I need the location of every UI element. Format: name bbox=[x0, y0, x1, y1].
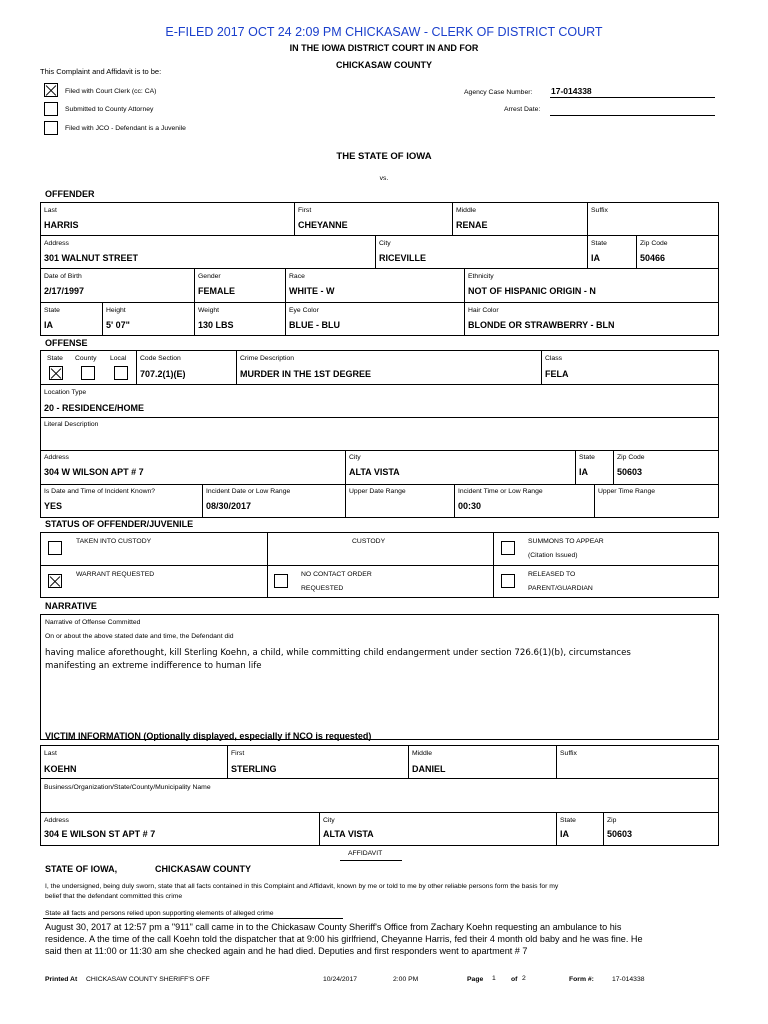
narrative-section-title: NARRATIVE bbox=[45, 601, 97, 611]
page-number: 1 bbox=[492, 975, 496, 982]
affidavit-facts-line1: August 30, 2017 at 12:57 pm a "911" call came in to the Chickasaw County Sheriff's Office from Zachary Koehn requesting an ambulance to his bbox=[45, 922, 622, 932]
offender-race-label: Race bbox=[289, 273, 305, 280]
upper-date-label: Upper Date Range bbox=[349, 488, 406, 495]
filed-court-clerk-label: Filed with Court Clerk (cc: CA) bbox=[65, 88, 157, 95]
submitted-county-attorney-label: Submitted to County Attorney bbox=[65, 106, 154, 113]
narrative-intro: On or about the above stated date and time, the Defendant did bbox=[45, 633, 234, 640]
summons-label: SUMMONS TO APPEAR bbox=[528, 538, 604, 545]
offender-eye-color-label: Eye Color bbox=[289, 307, 319, 314]
summons-checkbox[interactable] bbox=[501, 541, 515, 555]
incident-date: 08/30/2017 bbox=[206, 501, 252, 511]
court-county: CHICKASAW COUNTY bbox=[336, 60, 432, 70]
victim-first-name: STERLING bbox=[231, 764, 277, 774]
offender-middle-label: Middle bbox=[456, 207, 477, 214]
upper-time-label: Upper Time Range bbox=[598, 488, 656, 495]
victim-city: ALTA VISTA bbox=[323, 829, 374, 839]
page-label: Page bbox=[467, 976, 484, 983]
affidavit-oath-line2: belief that the defendant committed this crime bbox=[45, 893, 183, 900]
status-section-title: STATUS OF OFFENDER/JUVENILE bbox=[45, 519, 194, 529]
victim-middle-label: Middle bbox=[412, 750, 433, 757]
offender-eye-color: BLUE - BLU bbox=[289, 320, 340, 330]
narrative-text-line1: having malice aforethought, kill Sterling Koehn, a child, while committing child endangerment under section 726.6(1)(b), circumstances bbox=[45, 648, 631, 658]
literal-description-label: Literal Description bbox=[44, 421, 99, 428]
offender-zip-label: Zip Code bbox=[640, 240, 668, 247]
offense-zip-label: Zip Code bbox=[617, 454, 645, 461]
offender-state-label: State bbox=[591, 240, 607, 247]
offender-dob: 2/17/1997 bbox=[44, 286, 85, 296]
date-known: YES bbox=[44, 501, 63, 511]
page-count: 2 bbox=[522, 975, 526, 982]
jurisdiction-state-checkbox[interactable] bbox=[49, 366, 63, 380]
affidavit-facts-line3: said then at 11:00 or 11:30 am she checked again and he had died. Deputies and first responders went to apartment # 7 bbox=[45, 946, 528, 956]
victim-first-label: First bbox=[231, 750, 245, 757]
offender-suffix-label: Suffix bbox=[591, 207, 608, 214]
incident-date-label: Incident Date or Low Range bbox=[206, 488, 291, 495]
victim-address-label: Address bbox=[44, 817, 69, 824]
victim-suffix-label: Suffix bbox=[560, 750, 577, 757]
submitted-county-attorney-checkbox[interactable] bbox=[44, 102, 58, 116]
printed-at: CHICKASAW COUNTY SHERIFF'S OFF bbox=[86, 976, 210, 983]
victim-address: 304 E WILSON ST APT # 7 bbox=[44, 829, 156, 839]
efiled-stamp: E-FILED 2017 OCT 24 2:09 PM CHICKASAW - CLERK OF DISTRICT COURT bbox=[165, 25, 603, 39]
vs-caption: vs. bbox=[379, 175, 389, 182]
printed-at-label: Printed At bbox=[45, 976, 78, 983]
offender-race: WHITE - W bbox=[289, 286, 335, 296]
taken-into-custody-label: TAKEN INTO CUSTODY bbox=[76, 538, 152, 545]
crime-description: MURDER IN THE 1ST DEGREE bbox=[240, 369, 372, 379]
victim-last-label: Last bbox=[44, 750, 57, 757]
offense-state: IA bbox=[579, 467, 588, 477]
offender-gender: FEMALE bbox=[198, 286, 235, 296]
offender-zip: 50466 bbox=[640, 253, 666, 263]
victim-zip: 50603 bbox=[607, 829, 633, 839]
jurisdiction-local-checkbox[interactable] bbox=[114, 366, 128, 380]
victim-middle-name: DANIEL bbox=[412, 764, 446, 774]
offense-city-label: City bbox=[349, 454, 361, 461]
code-section: 707.2(1)(E) bbox=[140, 369, 186, 379]
crime-description-label: Crime Description bbox=[240, 355, 295, 362]
warrant-requested-checkbox[interactable] bbox=[48, 574, 62, 588]
print-time: 2:00 PM bbox=[393, 976, 419, 983]
warrant-requested-label: WARRANT REQUESTED bbox=[76, 571, 155, 578]
code-section-label: Code Section bbox=[140, 355, 181, 362]
victim-zip-label: Zip bbox=[607, 817, 617, 824]
filed-jco-checkbox[interactable] bbox=[44, 121, 58, 135]
summons-sublabel: (Citation Issued) bbox=[528, 552, 578, 559]
offense-state-label: State bbox=[47, 355, 63, 362]
offender-hair-color: BLONDE OR STRAWBERRY - BLN bbox=[468, 320, 615, 330]
offender-dl-state-label: State bbox=[44, 307, 60, 314]
state-of-iowa-caption: THE STATE OF IOWA bbox=[336, 151, 432, 162]
victim-city-label: City bbox=[323, 817, 335, 824]
offender-height-label: Height bbox=[106, 307, 126, 314]
offender-dob-label: Date of Birth bbox=[44, 273, 82, 280]
custody-label: CUSTODY bbox=[352, 538, 386, 545]
affidavit-state: STATE OF IOWA, bbox=[45, 864, 118, 874]
offender-hair-color-label: Hair Color bbox=[468, 307, 499, 314]
offender-state: IA bbox=[591, 253, 600, 263]
released-to-checkbox[interactable] bbox=[501, 574, 515, 588]
filed-court-clerk-checkbox[interactable] bbox=[44, 83, 58, 97]
arrest-date-label: Arrest Date: bbox=[504, 106, 541, 113]
no-contact-order-sublabel: REQUESTED bbox=[301, 585, 344, 592]
victim-last-name: KOEHN bbox=[44, 764, 77, 774]
form-label: Form #: bbox=[569, 976, 594, 983]
page-of-label: of bbox=[511, 976, 518, 983]
victim-state-label: State bbox=[560, 817, 576, 824]
no-contact-order-label: NO CONTACT ORDER bbox=[301, 571, 372, 578]
offender-first-label: First bbox=[298, 207, 312, 214]
offense-class: FELA bbox=[545, 369, 569, 379]
incident-time: 00:30 bbox=[458, 501, 482, 511]
agency-case-number: 17-014338 bbox=[551, 86, 592, 96]
offender-weight-label: Weight bbox=[198, 307, 220, 314]
victim-business-label: Business/Organization/State/County/Municipality Name bbox=[44, 784, 211, 791]
offender-first-name: CHEYANNE bbox=[298, 220, 348, 230]
incident-time-label: Incident Time or Low Range bbox=[458, 488, 543, 495]
offender-middle-name: RENAE bbox=[456, 220, 488, 230]
victim-section-title: VICTIM INFORMATION (Optionally displayed, especially if NCO is requested) bbox=[45, 731, 372, 741]
agency-case-label: Agency Case Number: bbox=[464, 89, 533, 96]
narrative-text-line2: manifesting an extreme indifference to human life bbox=[45, 661, 262, 671]
offender-dl-state: IA bbox=[44, 320, 53, 330]
affidavit-oath-line1: I, the undersigned, being duly sworn, state that all facts contained in this Complaint and Affidavit, known by me or told to me by other reliable persons form the basis for my bbox=[45, 883, 559, 890]
date-known-label: Is Date and Time of Incident Known? bbox=[44, 488, 156, 495]
jurisdiction-county-checkbox[interactable] bbox=[81, 366, 95, 380]
offender-gender-label: Gender bbox=[198, 273, 221, 280]
offense-state2-label: State bbox=[579, 454, 595, 461]
location-type: 20 - RESIDENCE/HOME bbox=[44, 403, 145, 413]
offense-class-label: Class bbox=[545, 355, 562, 362]
no-contact-order-checkbox[interactable] bbox=[274, 574, 288, 588]
form-number: 17-014338 bbox=[612, 976, 645, 983]
offender-last-label: Last bbox=[44, 207, 57, 214]
offender-ethnicity-label: Ethnicity bbox=[468, 273, 494, 280]
offender-last-name: HARRIS bbox=[44, 220, 79, 230]
offender-city-label: City bbox=[379, 240, 391, 247]
offender-table bbox=[40, 202, 719, 336]
released-to-label: RELEASED TO bbox=[528, 571, 576, 578]
offense-city: ALTA VISTA bbox=[349, 467, 400, 477]
offender-address: 301 WALNUT STREET bbox=[44, 253, 139, 263]
affidavit-facts-line2: residence. A the time of the call Koehn told the dispatcher that at 9:00 his girlfriend, Cheyanne Harris, fed their 4 month old baby and he was fine. He bbox=[45, 934, 643, 944]
offender-address-label: Address bbox=[44, 240, 69, 247]
released-to-sublabel: PARENT/GUARDIAN bbox=[528, 585, 593, 592]
victim-state: IA bbox=[560, 829, 569, 839]
affidavit-title: AFFIDAVIT bbox=[348, 850, 383, 857]
offender-height: 5' 07" bbox=[106, 320, 130, 330]
offender-city: RICEVILLE bbox=[379, 253, 427, 263]
offense-zip: 50603 bbox=[617, 467, 643, 477]
location-type-label: Location Type bbox=[44, 389, 87, 396]
offender-ethnicity: NOT OF HISPANIC ORIGIN - N bbox=[468, 286, 596, 296]
offense-local-label: Local bbox=[110, 355, 127, 362]
offender-section-title: OFFENDER bbox=[45, 189, 95, 199]
affidavit-facts-label: State all facts and persons relied upon supporting elements of alleged crime bbox=[45, 910, 274, 917]
offense-address-label: Address bbox=[44, 454, 69, 461]
offender-weight: 130 LBS bbox=[198, 320, 234, 330]
offense-county-label: County bbox=[75, 355, 97, 362]
complaint-options-title: This Complaint and Affidavit is to be: bbox=[40, 67, 162, 76]
print-date: 10/24/2017 bbox=[323, 976, 358, 983]
court-title: IN THE IOWA DISTRICT COURT IN AND FOR bbox=[289, 43, 479, 53]
offense-section-title: OFFENSE bbox=[45, 338, 88, 348]
filed-jco-label: Filed with JCO - Defendant is a Juvenile bbox=[65, 125, 186, 132]
narrative-label: Narrative of Offense Committed bbox=[45, 619, 141, 626]
affidavit-county: CHICKASAW COUNTY bbox=[155, 864, 251, 874]
offense-address: 304 W WILSON APT # 7 bbox=[44, 467, 144, 477]
taken-into-custody-checkbox[interactable] bbox=[48, 541, 62, 555]
